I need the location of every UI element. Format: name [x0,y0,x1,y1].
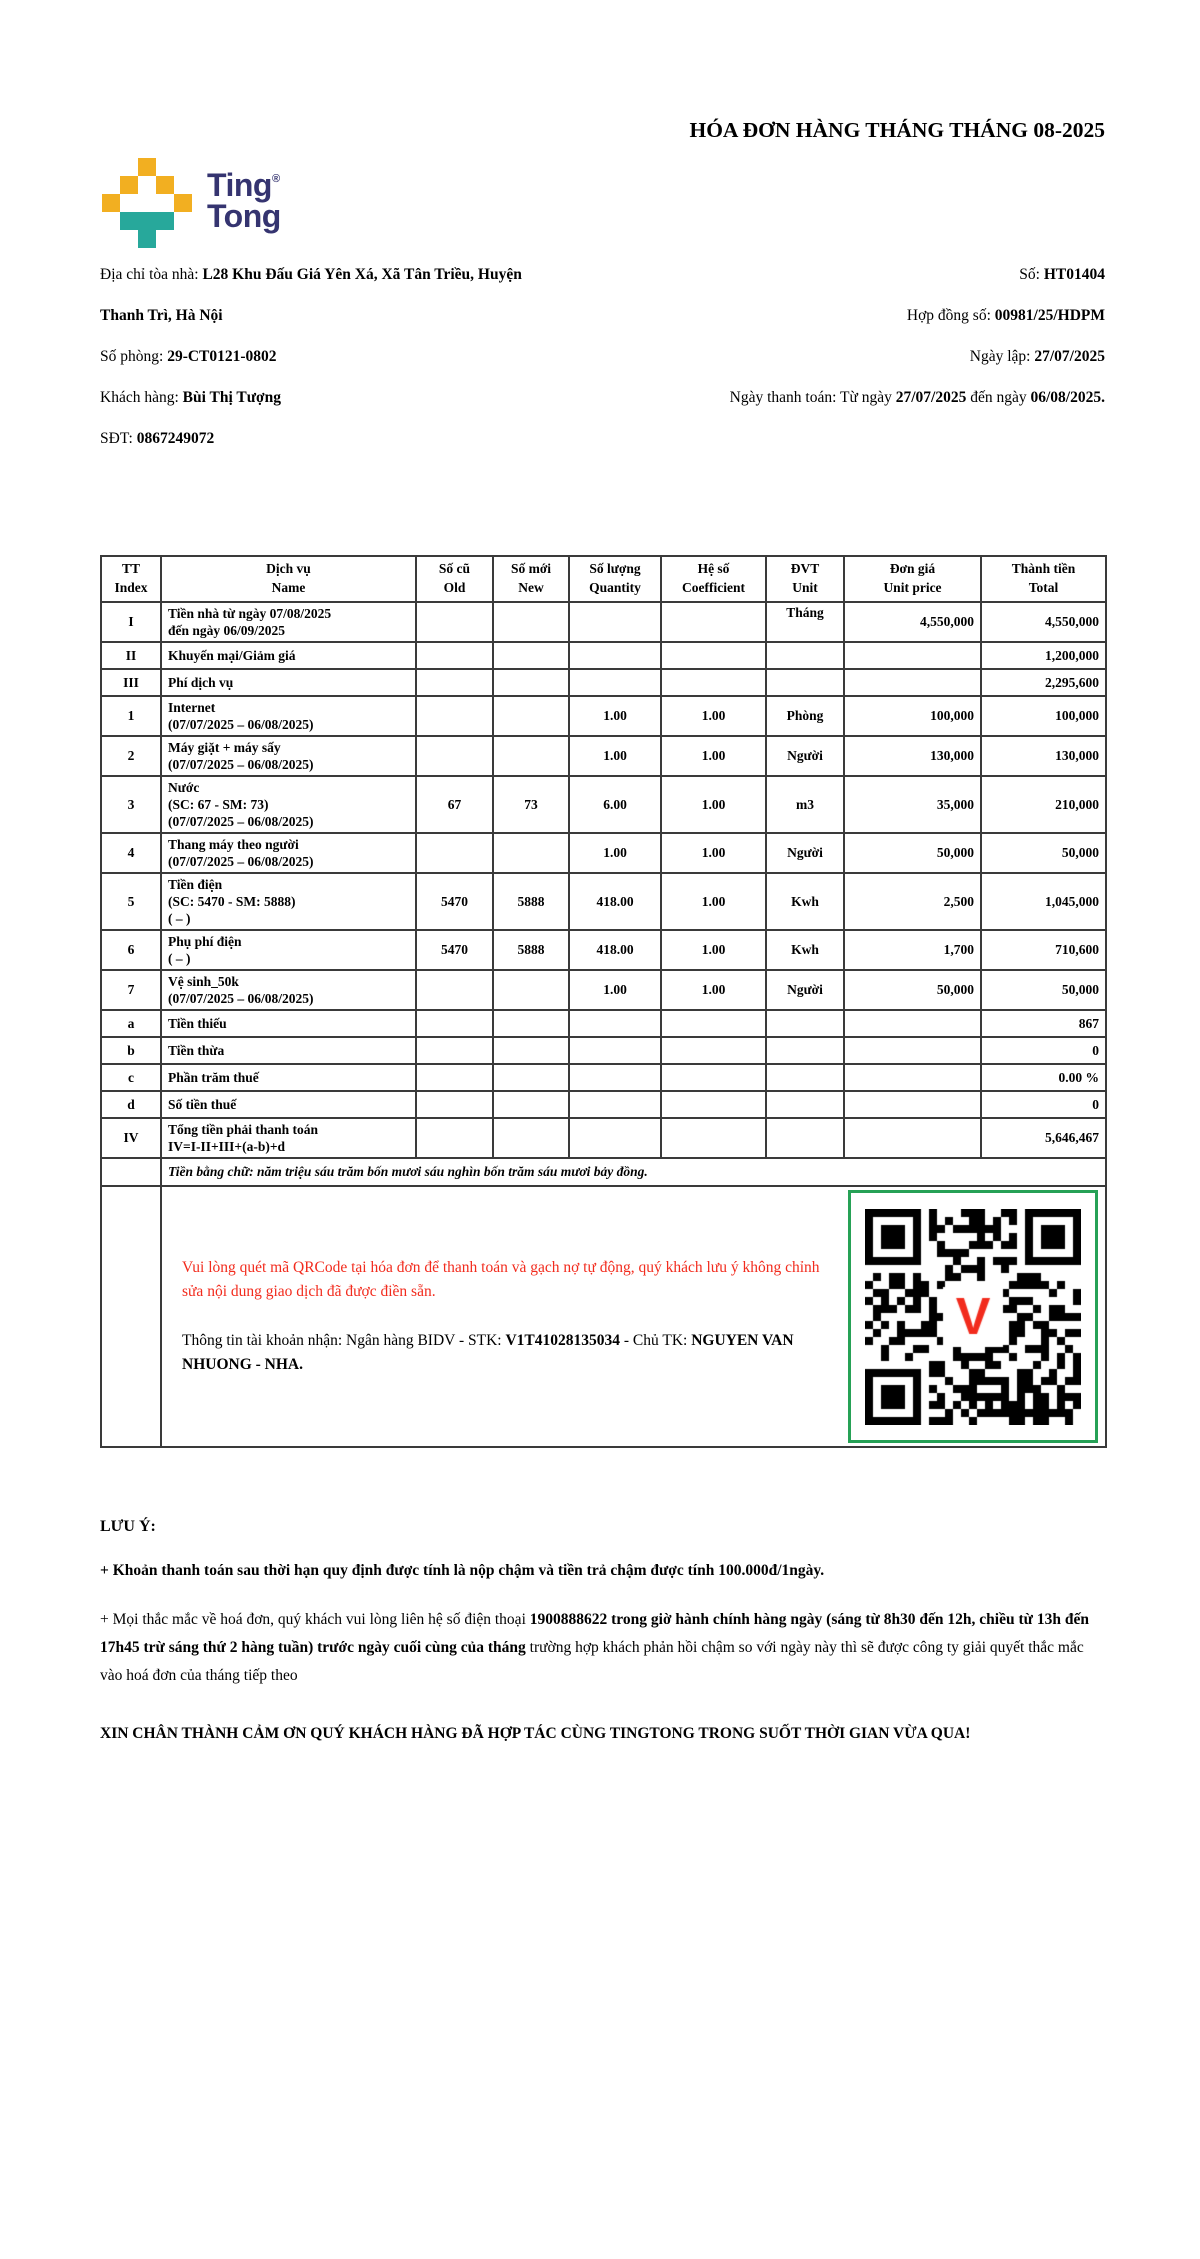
cell-service-name: Máy giặt + máy sấy (07/07/2025 – 06/08/2025) [161,736,416,776]
col-header-name: Dịch vụ Name [161,556,416,602]
text-part: trước ngày cuối cùng của tháng [313,1638,530,1656]
cell-service-name: Số tiền thuế [161,1091,416,1118]
cell-total: 1,200,000 [981,642,1106,669]
info-line [100,418,558,459]
cell-total: 2,295,600 [981,669,1106,696]
cell-unit-price: 100,000 [844,696,981,736]
cell-index: 1 [101,696,161,736]
cell-total: 5,646,467 [981,1118,1106,1158]
cell-service-name: Nước (SC: 67 - SM: 73) (07/07/2025 – 06/08/2025) [161,776,416,833]
cell-total: 130,000 [981,736,1106,776]
cell-coefficient: 1.00 [661,970,766,1010]
cell-old [416,1010,493,1037]
charges-table-body [101,602,1106,1158]
cell-quantity: 6.00 [569,776,661,833]
cell-unit-price: 4,550,000 [844,602,981,642]
cell-index: 7 [101,970,161,1010]
info-line [558,254,1105,295]
cell-coefficient [661,602,766,642]
cell-index: III [101,669,161,696]
info-line [558,377,1105,418]
amount-in-words [161,1158,1106,1186]
text-part: Địa chỉ tòa nhà: [100,266,203,283]
cell-new [493,602,569,642]
cell-unit-price [844,1010,981,1037]
text-part: Thông tin tài khoản nhận: Ngân hàng BIDV - STK: [182,1331,506,1349]
cell-old [416,1037,493,1064]
cell-service-name: Internet (07/07/2025 – 06/08/2025) [161,696,416,736]
table-row-3 [101,776,1106,833]
table-row-d [101,1091,1106,1118]
cell-old: 5470 [416,930,493,970]
cell-old [416,970,493,1010]
text-part: NGUYEN VAN NHUONG - NHA. [182,1331,794,1373]
text-part: L28 Khu Đấu Giá Yên Xá, Xã Tân Triều, Huyện Thanh Trì, Hà Nội [100,266,522,324]
cell-old [416,1118,493,1158]
text-part: đến ngày [966,389,1031,406]
cell-unit-price: 1,700 [844,930,981,970]
invoice-header [100,112,1105,248]
info-line [100,254,558,336]
table-row-III [101,669,1106,696]
table-row-b [101,1037,1106,1064]
cell-quantity: 1.00 [569,736,661,776]
cell-unit [766,1091,844,1118]
cell-coefficient: 1.00 [661,736,766,776]
cell-quantity [569,669,661,696]
cell-new [493,1064,569,1091]
empty-cell [101,1186,161,1447]
cell-new [493,736,569,776]
cell-total: 210,000 [981,776,1106,833]
cell-coefficient [661,669,766,696]
cell-service-name: Tiền thừa [161,1037,416,1064]
cell-index: IV [101,1118,161,1158]
table-row-a [101,1010,1106,1037]
cell-unit: Phòng [766,696,844,736]
cell-quantity: 418.00 [569,873,661,930]
invoice-meta-right [558,254,1105,459]
charges-table-footer [101,1158,1106,1447]
cell-coefficient [661,1091,766,1118]
registered-mark: ® [271,173,281,185]
text-part: SĐT: [100,430,137,447]
cell-old [416,736,493,776]
cell-index: b [101,1037,161,1064]
cell-quantity: 1.00 [569,833,661,873]
cell-quantity [569,602,661,642]
info-line [100,377,558,418]
cell-unit [766,1010,844,1037]
charges-table-head [101,556,1106,602]
text-part: + Mọi thắc mắc về hoá đơn, quý khách vui lòng liên hệ số điện thoại [100,1611,530,1628]
cell-total: 0 [981,1091,1106,1118]
cell-index: 5 [101,873,161,930]
table-row-2 [101,736,1106,776]
amount-in-words-row [101,1158,1106,1186]
cell-coefficient [661,1064,766,1091]
text-part: năm triệu sáu trăm bốn mươi sáu nghìn bốn trăm sáu mươi bảy đồng. [256,1164,648,1179]
cell-service-name: Tiền nhà từ ngày 07/08/2025 đến ngày 06/09/2025 [161,602,416,642]
logo-word-ting: Ting [207,167,272,203]
cell-new [493,696,569,736]
cell-coefficient: 1.00 [661,930,766,970]
cell-total: 0.00 % [981,1064,1106,1091]
cell-service-name: Phần trăm thuế [161,1064,416,1091]
cell-quantity [569,1037,661,1064]
cell-index: c [101,1064,161,1091]
table-row-1 [101,696,1106,736]
cell-index: a [101,1010,161,1037]
cell-new: 5888 [493,930,569,970]
cell-quantity [569,1091,661,1118]
cell-quantity: 1.00 [569,696,661,736]
cell-unit-price: 130,000 [844,736,981,776]
cell-new [493,669,569,696]
cell-index: 4 [101,833,161,873]
cell-coefficient [661,1118,766,1158]
cell-unit-price [844,642,981,669]
cell-total: 710,600 [981,930,1106,970]
invoice-meta [100,254,1105,459]
late-payment-note: + Khoản thanh toán sau thời hạn quy định được tính là nộp chậm và tiền trả chậm được tính 100.000đ/1ngày. [100,1562,825,1579]
cell-coefficient [661,1010,766,1037]
col-header-coefficient: Hệ số Coefficient [661,556,766,602]
cell-old: 5470 [416,873,493,930]
cell-unit [766,669,844,696]
table-row-IV [101,1118,1106,1158]
col-header-total: Thành tiền Total [981,556,1106,602]
info-line [100,336,558,377]
cell-index: d [101,1091,161,1118]
cell-index: II [101,642,161,669]
cell-unit-price: 50,000 [844,970,981,1010]
text-part: 00981/25/HDPM [994,307,1105,324]
table-row-5 [101,873,1106,930]
cell-unit: m3 [766,776,844,833]
qr-payment-notice: Vui lòng quét mã QRCode tại hóa đơn để thanh toán và gạch nợ tự động, quý khách lưu ý không chỉnh sửa nội dung giao dịch đã được điền sẵn. [182,1259,820,1301]
cell-old [416,1091,493,1118]
cell-service-name: Tổng tiền phải thanh toán IV=I-II+III+(a-b)+d [161,1118,416,1158]
cell-total: 867 [981,1010,1106,1037]
cell-unit-price [844,1118,981,1158]
cell-unit-price [844,1037,981,1064]
table-row-c [101,1064,1106,1091]
header-row [101,556,1106,602]
cell-coefficient [661,1037,766,1064]
cell-coefficient: 1.00 [661,696,766,736]
cell-new [493,833,569,873]
text-part: Bùi Thị Tượng [182,389,281,406]
text-part: 29-CT0121-0802 [167,348,277,365]
cell-index: 2 [101,736,161,776]
cell-unit-price [844,669,981,696]
tingtong-logo-icon [102,158,192,248]
cell-unit-price: 35,000 [844,776,981,833]
qr-code [865,1209,1081,1425]
cell-unit: Người [766,833,844,873]
text-part: - Chủ TK: [620,1331,692,1349]
text-part: 0867249072 [136,430,215,447]
text-part: 1900888622 [529,1611,608,1628]
text-part: Khách hàng: [100,389,183,406]
tingtong-logo [102,158,281,248]
cell-unit-price [844,1091,981,1118]
cell-quantity [569,1064,661,1091]
bank-account-info [182,1329,832,1377]
cell-old [416,696,493,736]
cell-quantity: 1.00 [569,970,661,1010]
cell-new [493,970,569,1010]
hotline-note [100,1606,1105,1690]
cell-old [416,1064,493,1091]
cell-total: 50,000 [981,833,1106,873]
text-part: trường hợp khách phản hồi chậm so với ngày này thì sẽ được công ty giải quyết thắc mắc vào hoá đơn của tháng tiếp theo [100,1638,1084,1684]
tingtong-logo-wordmark [207,167,281,248]
cell-quantity [569,1010,661,1037]
cell-total: 50,000 [981,970,1106,1010]
cell-unit: Người [766,970,844,1010]
text-part: Tiền bằng chữ: [168,1164,257,1179]
col-header-quantity: Số lượng Quantity [569,556,661,602]
table-row-6 [101,930,1106,970]
text-part: Ngày lập: [969,348,1035,365]
cell-unit-price: 50,000 [844,833,981,873]
cell-old: 67 [416,776,493,833]
text-part: trong giờ hành chính hàng ngày (sáng từ 8h30 đến 12h, chiều từ 13h đến 17h45 trừ sáng thứ 2 hàng tuần) [100,1611,1089,1656]
table-row-I [101,602,1106,642]
invoice-meta-left [100,254,558,459]
cell-total: 4,550,000 [981,602,1106,642]
cell-index: 6 [101,930,161,970]
cell-unit [766,1064,844,1091]
cell-service-name: Thang máy theo người (07/07/2025 – 06/08/2025) [161,833,416,873]
cell-service-name: Phí dịch vụ [161,669,416,696]
text-part: Số: [1019,266,1044,283]
col-header-new: Số mới New [493,556,569,602]
cell-new [493,642,569,669]
cell-unit-price [844,1064,981,1091]
cell-total: 0 [981,1037,1106,1064]
cell-new [493,1037,569,1064]
text-part: V1T41028135034 [505,1331,620,1349]
col-header-unit-price: Đơn giá Unit price [844,556,981,602]
cell-coefficient: 1.00 [661,776,766,833]
col-header-old: Số cũ Old [416,556,493,602]
text-part: Ngày thanh toán: Từ ngày [729,389,896,406]
payment-cell [161,1186,1106,1447]
text-part: 06/08/2025. [1030,389,1105,406]
cell-service-name: Phụ phí điện ( – ) [161,930,416,970]
cell-new [493,1010,569,1037]
text-part: Hợp đồng số: [906,307,995,324]
info-line [558,336,1105,377]
text-part: HT01404 [1043,266,1105,283]
cell-new: 5888 [493,873,569,930]
cell-unit [766,642,844,669]
charges-table [100,555,1107,1448]
cell-service-name: Khuyến mại/Giảm giá [161,642,416,669]
qr-code-frame [848,1190,1098,1443]
cell-total: 1,045,000 [981,873,1106,930]
table-row-II [101,642,1106,669]
cell-unit: Kwh [766,930,844,970]
cell-quantity [569,642,661,669]
info-line [558,295,1105,336]
cell-old [416,669,493,696]
payment-row [101,1186,1106,1447]
cell-coefficient: 1.00 [661,873,766,930]
cell-index: I [101,602,161,642]
cell-coefficient [661,642,766,669]
cell-old [416,602,493,642]
notes-title: LƯU Ý: [100,1518,156,1535]
table-row-7 [101,970,1106,1010]
text-part: 27/07/2025 [1034,348,1105,365]
empty-cell [101,1158,161,1186]
cell-index: 3 [101,776,161,833]
cell-service-name: Tiền thiếu [161,1010,416,1037]
cell-unit [766,1118,844,1158]
cell-total: 100,000 [981,696,1106,736]
cell-service-name: Vệ sinh_50k (07/07/2025 – 06/08/2025) [161,970,416,1010]
cell-quantity: 418.00 [569,930,661,970]
cell-unit: Kwh [766,873,844,930]
col-header-unit: ĐVT Unit [766,556,844,602]
thank-you-note: XIN CHÂN THÀNH CẢM ƠN QUÝ KHÁCH HÀNG ĐÃ HỢP TÁC CÙNG TINGTONG TRONG SUỐT THỜI GIAN VỪA QUA! [100,1724,971,1742]
cell-unit: Người [766,736,844,776]
cell-quantity [569,1118,661,1158]
col-header-index: TT Index [101,556,161,602]
cell-old [416,833,493,873]
cell-unit: Tháng [766,602,844,642]
cell-coefficient: 1.00 [661,833,766,873]
cell-service-name: Tiền điện (SC: 5470 - SM: 5888) ( – ) [161,873,416,930]
cell-old [416,642,493,669]
footer-notes [100,1518,1105,1748]
cell-new [493,1091,569,1118]
text-part: 27/07/2025 [895,389,967,406]
text-part: Số phòng: [100,348,168,365]
payment-instructions [168,1256,848,1376]
cell-unit [766,1037,844,1064]
cell-new: 73 [493,776,569,833]
logo-word-tong: Tong [207,198,281,235]
cell-unit-price: 2,500 [844,873,981,930]
table-row-4 [101,833,1106,873]
cell-new [493,1118,569,1158]
invoice-title: HÓA ĐƠN HÀNG THÁNG THÁNG 08-2025 [689,118,1105,142]
